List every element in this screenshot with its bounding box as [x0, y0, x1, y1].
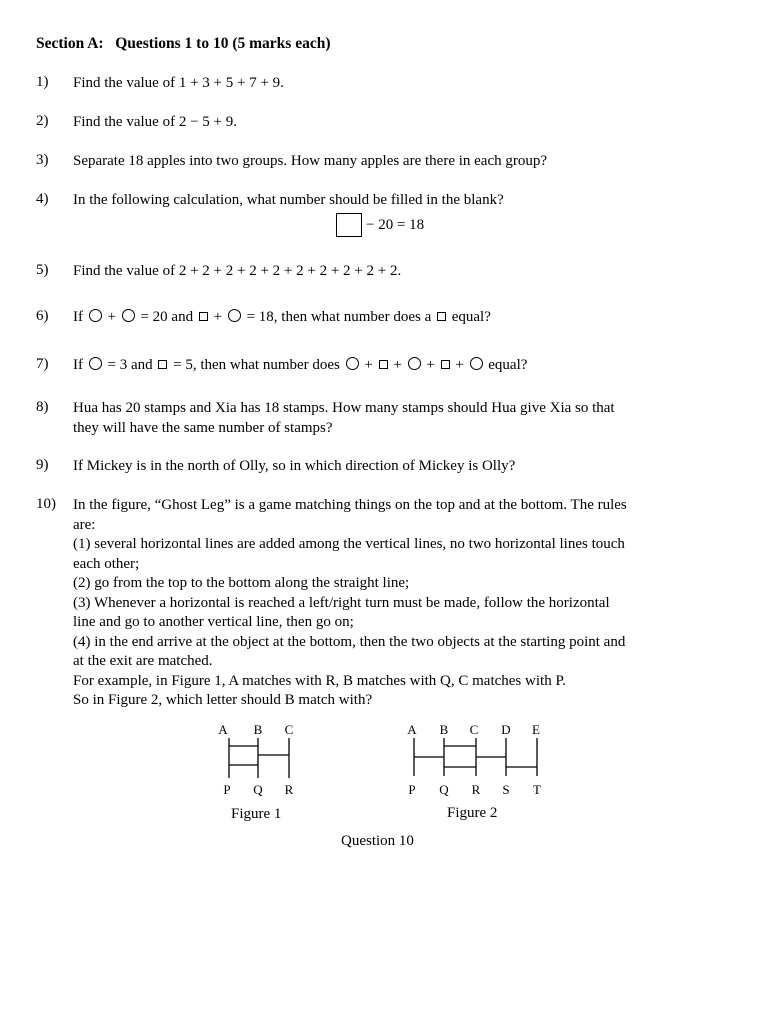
text-part: + — [213, 309, 223, 325]
question-text — [73, 308, 736, 328]
fig2-bottom-label: S — [502, 782, 510, 797]
fig2-top-label: E — [532, 722, 540, 737]
question-2 — [36, 113, 736, 133]
text-line: (2) go from the top to the bottom along the straight line; — [73, 575, 410, 591]
blank-equation — [336, 213, 424, 237]
square-symbol-icon — [158, 360, 167, 369]
fig2-bottom-label: R — [471, 782, 481, 797]
fig2-bottom-label: Q — [439, 782, 449, 797]
text-part: = 5, then what number does — [173, 357, 340, 373]
text-line: Hua has 20 stamps and Xia has 18 stamps. How many stamps should Hua give Xia so that — [73, 400, 615, 416]
text-part: If — [73, 357, 83, 373]
question-number: 5) — [36, 262, 49, 278]
question-number: 3) — [36, 152, 49, 168]
question-7 — [36, 356, 736, 376]
circle-symbol-icon — [228, 309, 241, 322]
blank-box — [336, 213, 362, 237]
fig1-top-label: B — [253, 722, 263, 737]
text-line: they will have the same number of stamps? — [73, 419, 333, 436]
fig1-bottom-label: R — [284, 782, 294, 797]
circle-symbol-icon — [122, 309, 135, 322]
text-line: are: — [73, 516, 96, 533]
ghost-leg-figure-1 — [215, 720, 305, 800]
text-line: So in Figure 2, which letter should B match with? — [73, 692, 373, 708]
figure-1-caption: Figure 1 — [231, 806, 282, 822]
text-part: + — [364, 357, 373, 373]
text-part: = 20 and — [140, 309, 194, 325]
square-symbol-icon — [379, 360, 388, 369]
text-line: In the figure, “Ghost Leg” is a game matching things on the top and at the bottom. The rules — [73, 497, 627, 513]
question-text — [73, 496, 736, 711]
fig1-top-label: C — [284, 722, 294, 737]
question-number: 6) — [36, 308, 49, 324]
ghost-leg-figure-2 — [400, 720, 550, 800]
equation-rest: − 20 = 18 — [366, 216, 425, 233]
fig2-bottom-label: T — [533, 782, 541, 797]
question-8 — [36, 399, 736, 438]
question-number: 7) — [36, 356, 49, 372]
fig2-bottom-label: P — [408, 782, 416, 797]
text-part: + — [107, 309, 116, 325]
question-number: 1) — [36, 74, 49, 90]
text-part: + — [393, 357, 402, 373]
square-symbol-icon — [437, 312, 446, 321]
fig2-top-label: B — [439, 722, 449, 737]
text-line: line and go to another vertical line, then go on; — [73, 614, 354, 630]
text-line: For example, in Figure 1, A matches with R, B matches with Q, C matches with P. — [73, 672, 566, 689]
question-text: Separate 18 apples into two groups. How many apples are there in each group? — [73, 153, 548, 169]
fig2-top-label: D — [501, 722, 511, 737]
question-number: 2) — [36, 113, 49, 129]
text-part: equal? — [488, 357, 528, 373]
question-text: In the following calculation, what number should be filled in the blank? — [73, 192, 504, 208]
square-symbol-icon — [199, 312, 208, 321]
figure-1 — [215, 720, 305, 805]
circle-symbol-icon — [470, 357, 483, 370]
question-number: 4) — [36, 191, 49, 207]
question-number: 8) — [36, 399, 49, 415]
text-part: + — [455, 357, 464, 373]
fig1-bottom-label: P — [223, 782, 231, 797]
question-number: 9) — [36, 457, 49, 473]
text-line: at the exit are matched. — [73, 653, 213, 669]
question-9 — [36, 457, 736, 477]
fig1-top-label: A — [218, 722, 228, 737]
fig2-top-label: A — [407, 722, 417, 737]
text-part: + — [426, 357, 435, 373]
fig1-bottom-label: Q — [253, 782, 263, 797]
question-text: Find the value of 2 − 5 + 9. — [73, 114, 237, 130]
text-part: equal? — [451, 309, 491, 325]
circle-symbol-icon — [89, 357, 102, 370]
question-text: Find the value of 2 + 2 + 2 + 2 + 2 + 2 + 2 + 2 + 2 + 2. — [73, 263, 402, 279]
figure-group-caption: Question 10 — [341, 833, 414, 849]
question-text: If Mickey is in the north of Olly, so in which direction of Mickey is Olly? — [73, 458, 516, 474]
question-10 — [36, 496, 736, 711]
question-text — [73, 356, 736, 376]
figure-2-caption: Figure 2 — [447, 805, 498, 821]
circle-symbol-icon — [408, 357, 421, 370]
section-title: Section A: Questions 1 to 10 (5 marks each) — [36, 35, 331, 52]
question-1 — [36, 74, 736, 94]
text-line: each other; — [73, 555, 140, 572]
text-line: (3) Whenever a horizontal is reached a left/right turn must be made, follow the horizontal — [73, 594, 610, 611]
figure-2 — [400, 720, 550, 805]
question-5 — [36, 262, 736, 282]
text-line: (1) several horizontal lines are added among the vertical lines, no two horizontal lines touch — [73, 536, 625, 552]
question-number: 10) — [36, 496, 56, 512]
question-text — [73, 399, 736, 438]
text-part: = 18, then what number does a — [246, 309, 432, 325]
text-line: (4) in the end arrive at the object at the bottom, then the two objects at the starting point and — [73, 633, 626, 650]
circle-symbol-icon — [346, 357, 359, 370]
question-6 — [36, 308, 736, 328]
fig2-top-label: C — [469, 722, 479, 737]
question-4 — [36, 191, 736, 211]
square-symbol-icon — [441, 360, 450, 369]
circle-symbol-icon — [89, 309, 102, 322]
question-text: Find the value of 1 + 3 + 5 + 7 + 9. — [73, 75, 284, 91]
text-part: If — [73, 309, 83, 325]
text-part: = 3 and — [107, 357, 153, 373]
question-3 — [36, 152, 736, 172]
